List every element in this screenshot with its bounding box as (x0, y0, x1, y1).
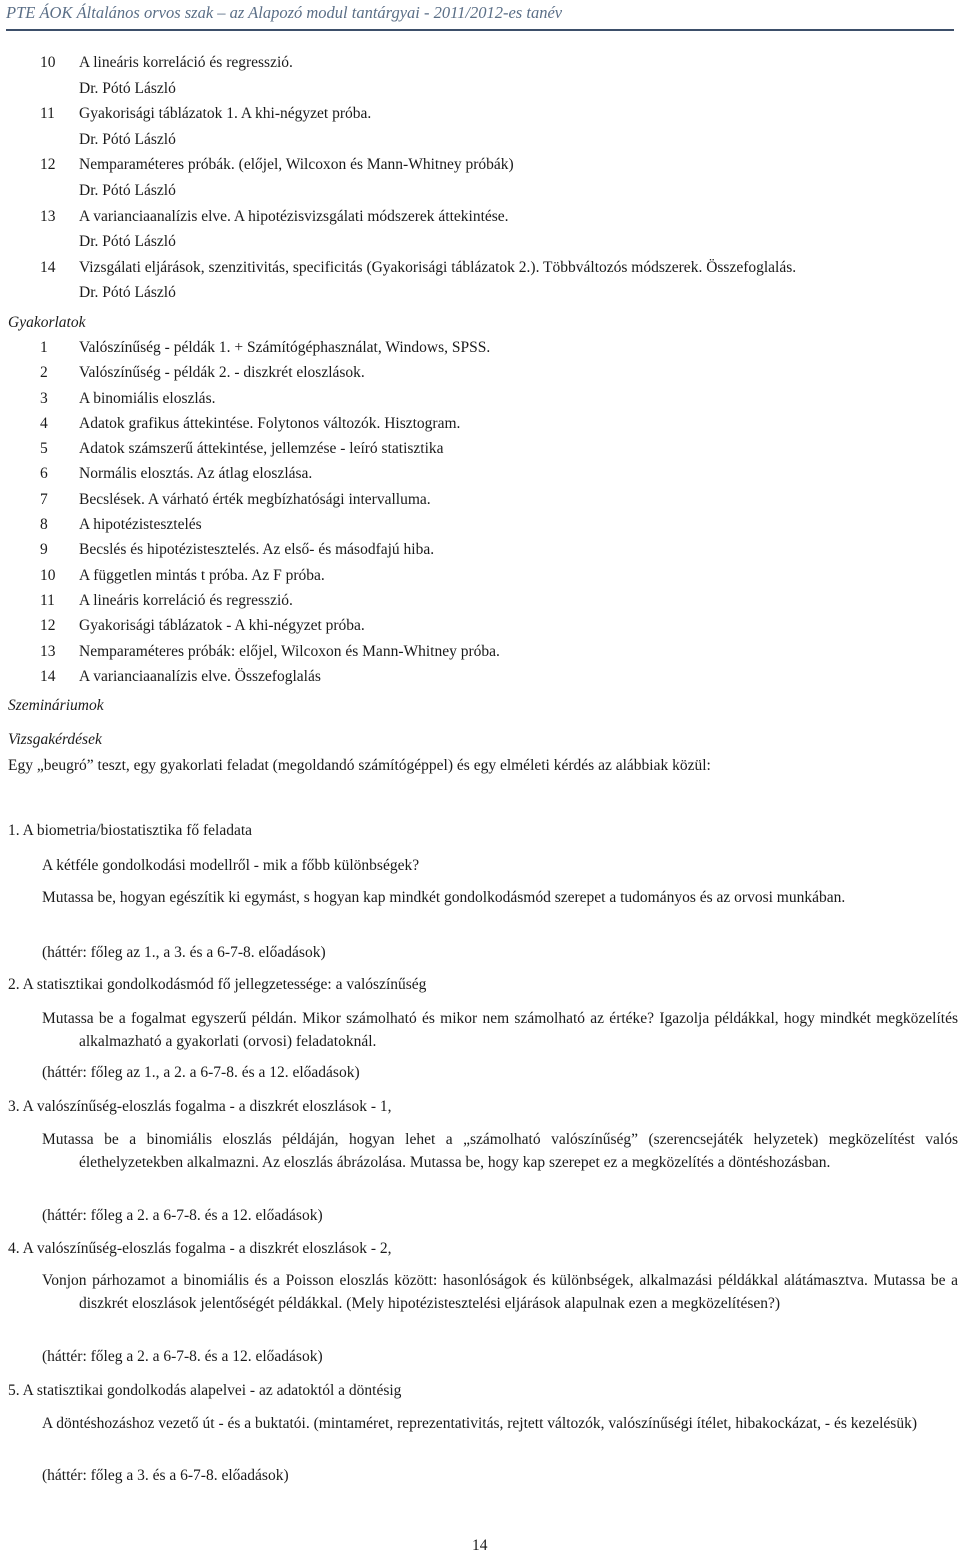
item-number: 6 (40, 465, 48, 483)
item-number: 5 (40, 440, 48, 458)
question-item-text: Mutassa be a fogalmat egyszerű példán. Mikor számolható és mikor nem számolható az értéke? Igazolja példákkal, hogy mindkét megközelítés alkalmazható a gyakorlati (orvosi) feladatoknál. (42, 1010, 958, 1050)
list-item (0, 588, 960, 613)
item-text: Dr. Pótó László (79, 79, 176, 97)
practical-list (0, 335, 960, 689)
question-title: 5. A statisztikai gondolkodás alapelvei - az adatoktól a döntésig (8, 1382, 402, 1399)
list-item (0, 613, 960, 638)
item-number: 10 (40, 54, 56, 71)
item-text: Becslés és hipotézistesztelés. Az első- és másodfajú hiba. (79, 541, 435, 559)
list-item (0, 664, 960, 689)
list-item (0, 178, 960, 204)
section-title-exam: Vizsgakérdések (8, 731, 102, 748)
list-item (0, 255, 960, 281)
item-text: Dr. Pótó László (79, 284, 176, 302)
page-header (6, 1, 954, 31)
item-number: 1 (40, 339, 48, 356)
list-item (0, 280, 960, 306)
question-item: (háttér: főleg a 3. és a 6-7-8. előadások) (42, 1467, 289, 1484)
item-number: 7 (40, 490, 48, 508)
list-item (0, 639, 960, 664)
list-item (0, 537, 960, 562)
item-text: Nemparaméteres próbák: előjel, Wilcoxon és Mann-Whitney próba. (79, 642, 500, 660)
list-item (0, 101, 960, 127)
item-number: 14 (40, 258, 56, 276)
question-title: 2. A statisztikai gondolkodásmód fő jellegzetessége: a valószínűség (8, 976, 427, 993)
question-title: 3. A valószínűség-eloszlás fogalma - a diszkrét eloszlások - 1, (8, 1098, 392, 1115)
item-text: A lineáris korreláció és regresszió. (79, 54, 293, 71)
list-item (0, 461, 960, 486)
item-number: 2 (40, 364, 48, 382)
item-text: A hipotézistesztelés (79, 516, 202, 534)
item-text: Dr. Pótó László (79, 181, 176, 199)
item-text: Vizsgálati eljárások, szenzitivitás, specificitás (Gyakorisági táblázatok 2.). Többváltozós módszerek. Összefoglalás. (79, 258, 797, 276)
page-number: 14 (472, 1537, 488, 1554)
item-number: 14 (40, 667, 56, 685)
question-item (42, 1413, 958, 1436)
item-text: A lineáris korreláció és regresszió. (79, 591, 293, 609)
item-number: 12 (40, 156, 56, 174)
item-text: Valószínűség - példák 2. - diszkrét eloszlások. (79, 364, 365, 382)
question-item-text: Vonjon párhozamot a binomiális és a Poisson eloszlás között: hasonlóságok és különbségek, alkalmazási példákkal alátámasztva. Mutassa be a diszkrét eloszlások jelentőségét példákkal. (Mely hipotézistesztelési eljárások alapulnak ezen a megközelítésen?) (42, 1272, 958, 1312)
item-number: 11 (40, 105, 55, 123)
item-number: 4 (40, 414, 48, 432)
list-item (0, 127, 960, 153)
list-item (0, 229, 960, 255)
question-item: (háttér: főleg az 1., a 2. a 6-7-8. és a 12. előadások) (42, 1064, 360, 1081)
question-item: (háttér: főleg a 2. a 6-7-8. és a 12. előadások) (42, 1207, 323, 1224)
item-number: 9 (40, 541, 48, 559)
item-text: Gyakorisági táblázatok 1. A khi-négyzet próba. (79, 105, 372, 123)
section-title-seminars: Szemináriumok (8, 697, 104, 714)
list-item (0, 563, 960, 588)
item-number: 10 (40, 566, 56, 584)
item-text: A binomiális eloszlás. (79, 389, 216, 407)
list-item (0, 50, 960, 76)
item-text: A varianciaanalízis elve. Összefoglalás (79, 667, 321, 685)
question-title: 4. A valószínűség-eloszlás fogalma - a diszkrét eloszlások - 2, (8, 1240, 392, 1257)
question-item (42, 1008, 958, 1053)
item-number: 13 (40, 642, 56, 660)
list-item (0, 411, 960, 436)
item-text: Adatok számszerű áttekintése, jellemzése - leíró statisztika (79, 440, 444, 458)
question-item-text: A döntéshozáshoz vezető út - és a buktatói. (mintaméret, reprezentativitás, rejtett változók, valószínűségi ítélet, hibakockázat, - és kezelésük) (42, 1415, 917, 1432)
lecture-list (0, 50, 960, 306)
item-text: A független mintás t próba. Az F próba. (79, 566, 325, 584)
question-title: 1. A biometria/biostatisztika fő feladata (8, 822, 253, 839)
list-item (0, 360, 960, 385)
item-text: Adatok grafikus áttekintése. Folytonos változók. Hisztogram. (79, 414, 461, 432)
question-item: (háttér: főleg a 2. a 6-7-8. és a 12. előadások) (42, 1348, 323, 1365)
question-item: (háttér: főleg az 1., a 3. és a 6-7-8. előadások) (42, 944, 326, 961)
question-item-text: Mutassa be a binomiális eloszlás példáján, hogyan lehet a „számolható valószínűség” (szerencsejáték helyzetek) megközelítést valós élethelyzetekben alkalmazni. Az eloszlás ábrázolása. Mutassa be, hogy kap szerepet ez a megközelítés a döntéshozásban. (42, 1131, 958, 1171)
list-item (0, 204, 960, 230)
question-item: A kétféle gondolkodási modellről - mik a főbb különbségek? (42, 857, 420, 874)
item-text: Gyakorisági táblázatok - A khi-négyzet próba. (79, 617, 365, 635)
item-text: Normális elosztás. Az átlag eloszlása. (79, 465, 313, 483)
list-item (0, 512, 960, 537)
item-number: 13 (40, 207, 56, 225)
item-number: 8 (40, 516, 48, 534)
list-item (0, 436, 960, 461)
question-item-text: Mutassa be, hogyan egészítik ki egymást, s hogyan kap mindkét gondolkodásmód szerepet a tudományos és az orvosi munkában. (42, 889, 846, 906)
item-text: Nemparaméteres próbák. (előjel, Wilcoxon és Mann-Whitney próbák) (79, 156, 514, 174)
item-text: Valószínűség - példák 1. + Számítógéphasználat, Windows, SPSS. (79, 339, 491, 356)
question-item (42, 1129, 958, 1174)
list-item (0, 335, 960, 360)
item-text: A varianciaanalízis elve. A hipotézisvizsgálati módszerek áttekintése. (79, 207, 509, 225)
item-text: Dr. Pótó László (79, 130, 176, 148)
section-title-practicals: Gyakorlatok (8, 314, 86, 331)
list-item (0, 487, 960, 512)
item-number: 11 (40, 591, 55, 609)
question-item (42, 887, 958, 910)
item-text: Dr. Pótó László (79, 233, 176, 251)
list-item (0, 76, 960, 102)
list-item (0, 386, 960, 411)
question-item (42, 1270, 958, 1315)
item-number: 3 (40, 389, 48, 407)
exam-intro: Egy „beugró” teszt, egy gyakorlati feladat (megoldandó számítógéppel) és egy elméleti kérdés az alábbiak közül: (8, 757, 711, 774)
item-number: 12 (40, 617, 56, 635)
list-item (0, 152, 960, 178)
item-text: Becslések. A várható érték megbízhatósági intervalluma. (79, 490, 431, 508)
header-title: PTE ÁOK Általános orvos szak – az Alapozó modul tantárgyai - 2011/2012-es tanév (6, 3, 563, 22)
